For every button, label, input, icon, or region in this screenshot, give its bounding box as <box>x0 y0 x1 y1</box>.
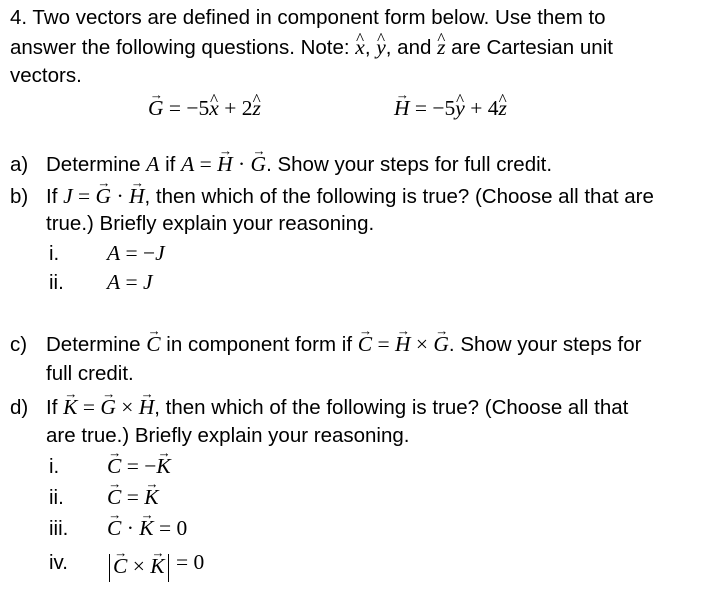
vector-h-definition: H → = −5y ^ + 4z ^ <box>394 98 507 120</box>
x-hat: x ^ <box>355 37 365 59</box>
part-b-option-ii: ii. A = J <box>49 270 153 294</box>
part-d-option-ii: ii. C → = K → <box>49 487 159 509</box>
part-d-option-i: i. C → = −K → <box>49 456 171 478</box>
part-d-option-iii: iii. C → · K → = 0 <box>49 518 187 540</box>
part-b-continuation: true.) Briefly explain your reasoning. <box>46 212 375 235</box>
z-hat: z ^ <box>437 37 445 59</box>
part-d-option-iv: iv. C → × K → = 0 <box>49 552 204 582</box>
vector-g-definition: G → = −5x ^ + 2z ^ <box>148 98 261 120</box>
part-a: a) Determine A if A = H → · G →. Show your steps for full credit. <box>10 154 552 176</box>
part-c-continuation: full credit. <box>46 362 134 385</box>
part-b: b) If J = G → · H →, then which of the following is true? (Choose all that are <box>10 186 654 208</box>
magnitude-bars: C → × K → <box>109 554 169 582</box>
part-d-continuation: are true.) Briefly explain your reasoning. <box>46 424 410 447</box>
part-b-option-i: i. A = −J <box>49 241 165 265</box>
problem-intro-line-2: answer the following questions. Note: x ^, y ^, and z ^ are Cartesian unit <box>10 37 613 59</box>
part-d: d) If K → = G → × H →, then which of the following is true? (Choose all that <box>10 397 628 419</box>
y-hat: y ^ <box>376 37 386 59</box>
problem-intro-line-3: vectors. <box>10 64 82 87</box>
part-c: c) Determine C → in component form if C → = H → × G →. Show your steps for <box>10 334 641 356</box>
problem-intro-line-1: 4. Two vectors are defined in component form below. Use them to <box>10 6 606 29</box>
